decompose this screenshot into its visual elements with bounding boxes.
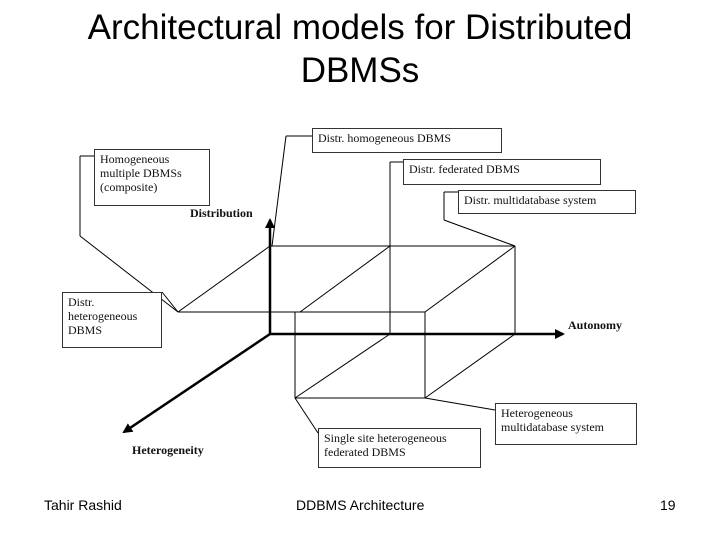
single-site-heterogeneous-federated-dbms-box bbox=[318, 428, 481, 468]
box-line: (composite) bbox=[100, 180, 158, 194]
page-number: 19 bbox=[660, 497, 676, 513]
box-line: Distr. federated DBMS bbox=[409, 162, 520, 176]
box-line: Distr. multidatabase system bbox=[464, 193, 597, 207]
box-line: Homogeneous bbox=[100, 152, 170, 166]
box-line: Distr. bbox=[68, 295, 95, 309]
homogeneous-multiple-dbms-box bbox=[94, 149, 210, 206]
distr-multidatabase-system-box bbox=[458, 190, 636, 214]
title-line-2: DBMSs bbox=[300, 51, 420, 90]
footer-title: DDBMS Architecture bbox=[296, 497, 425, 513]
box-line: Heterogeneous bbox=[501, 406, 573, 420]
cube-edges bbox=[178, 246, 515, 398]
box-line: multidatabase system bbox=[501, 420, 604, 434]
distr-heterogeneous-dbms-box bbox=[62, 292, 162, 348]
distribution-axis-label: Distribution bbox=[190, 206, 253, 220]
heterogeneity-axis-label: Heterogeneity bbox=[132, 443, 204, 457]
box-line: Single site heterogeneous bbox=[324, 431, 447, 445]
heterogeneous-multidatabase-system-box bbox=[495, 403, 637, 445]
heterogeneity-axis bbox=[124, 334, 270, 432]
box-line: federated DBMS bbox=[324, 445, 406, 459]
box-line: heterogeneous bbox=[68, 309, 138, 323]
box-line: multiple DBMSs bbox=[100, 166, 182, 180]
box-line: Distr. homogeneous DBMS bbox=[318, 131, 452, 145]
distr-homogeneous-dbms-box bbox=[312, 128, 502, 153]
box-line: DBMS bbox=[68, 323, 103, 337]
distr-federated-dbms-box bbox=[403, 159, 601, 185]
footer-author: Tahir Rashid bbox=[44, 497, 122, 513]
autonomy-axis-label: Autonomy bbox=[568, 318, 623, 332]
title-line-1: Architectural models for Distributed bbox=[87, 8, 633, 47]
